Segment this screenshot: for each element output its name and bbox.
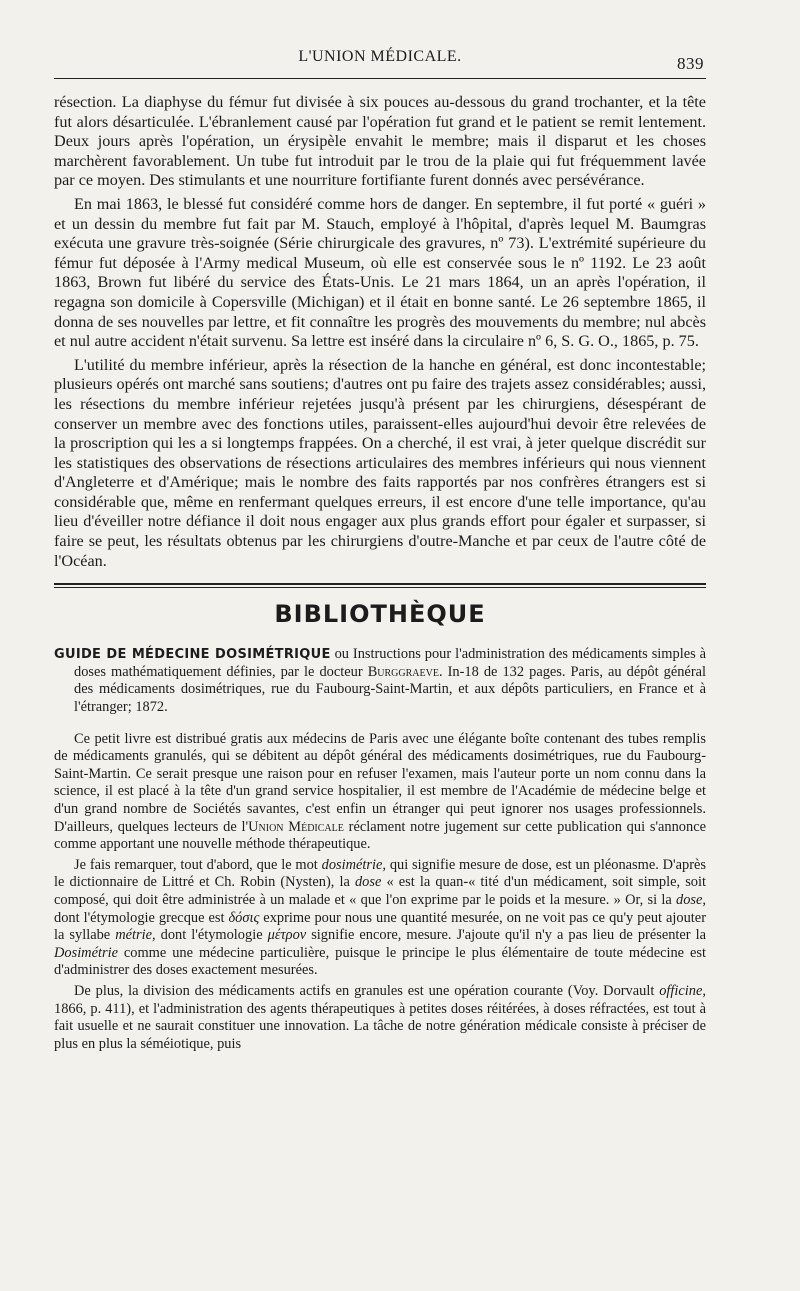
review-paragraph: Ce petit livre est distribué gratis aux médecins de Paris avec une élégante boîte contenant des tubes remplis de médicaments granulés, qui se débitent au dépôt général des médicaments dosimétriques, rue du Faubourg-Saint-Martin. Ce serait presque une raison pour en refuser l'examen, mais l'auteur porte un nom connu dans la science, il est placé à la tête d'un grand service hospitalier, il est membre de l'Académie de médecine belge et d'un grand nombre de Sociétés savantes, c'est enfin un étranger qui peut ignorer nos usages professionnels. D'ailleurs, quelques lecteurs de l'Union Médicale réclament notre jugement sur cette publication qui s'annonce comme apportant une nouvelle méthode thérapeutique. — [54, 730, 706, 853]
header-rule — [54, 78, 706, 79]
book-title: GUIDE DE MÉDECINE DOSIMÉTRIQUE — [54, 647, 331, 663]
running-header — [54, 40, 706, 73]
page-number: 839 — [677, 54, 704, 73]
section-divider — [54, 583, 706, 588]
article-body — [54, 93, 706, 571]
article-paragraph: En mai 1863, le blessé fut considéré comme hors de danger. En septembre, il fut porté « guéri » et un dessin du membre fut fait par M. Stauch, employé à l'hôpital, d'après lequel M. Baumgras exécuta une gravure très-soignée (Série chirurgicale des gravures, nº 73). L'extrémité supérieure du fémur fut déposée à l'Army medical Museum, où elle est conservée sous le nº 1192. Le 23 août 1863, Brown fut libéré du service des États-Unis. Le 21 mars 1864, un an après l'opération, il regagna son domicile à Copersville (Michigan) et il était en bonne santé. Le 26 septembre 1865, il donna de ses nouvelles par lettre, et fit connaître les progrès des mouvements du membre; nul abcès et nul autre accident n'était survenu. Sa lettre est inséré dans la circulaire nº 6, S. G. O., 1865, p. 75. — [54, 194, 706, 351]
review-paragraph: Je fais remarquer, tout d'abord, que le mot dosimétrie, qui signifie mesure de dose, est un pléonasme. D'après le dictionnaire de Littré et Ch. Robin (Nysten), la dose « est la quan-« tité d'un médicament, soit simple, soit composé, qui doit être administrée à un malade et « que l'on exprime par le poids et la mesure. » Or, si la dose, dont l'étymologie grecque est δόσις exprime pour nous une quantité mesurée, on ne voit pas ce qu'y peut ajouter la syllabe métrie, dont l'étymologie μέτρον signifie encore, mesure. J'ajoute qu'il n'y a pas lieu de présenter la Dosimétrie comme une médecine particulière, puisque le principe le plus élémentaire de toute médecine est d'administrer des doses exactement mesurées. — [54, 856, 707, 979]
section-title: BIBLIOTHÈQUE — [274, 600, 486, 629]
document-page — [54, 40, 706, 1053]
review-paragraph: De plus, la division des médicaments actifs en granules est une opération courante (Voy. Dorvault officine, 1866, p. 411), et l'administration des agents thérapeutiques à petites doses réitérées, à doses réfractées, est tout à fait usuelle et ne saurait constituer une innovation. La tâche de notre génération médicale consiste à préciser de plus en plus la séméiotique, puis — [54, 982, 706, 1052]
bibliographic-entry: GUIDE DE MÉDECINE DOSIMÉTRIQUE ou Instructions pour l'administration des médicaments simples à doses mathématiquement définies, par le docteur Burggraeve. In-18 de 132 pages. Paris, au dépôt général des médicaments dosimétriques, rue du Faubourg-Saint-Martin, et aux dépôts particuliers, en France et à l'étranger; 1872. — [54, 646, 706, 716]
book-review — [54, 646, 706, 1053]
article-paragraph: résection. La diaphyse du fémur fut divisée à six pouces au-dessous du grand trochanter, et la tête fut alors désarticulée. L'ébranlement causé par l'opération fut grand et le patient se remit lentement. Deux jours après l'opération, un érysipèle envahit le membre; mais il disparut et les choses marchèrent favorablement. Un tube fut introduit par le trou de la plaie qui fut fréquemment lavée par ce moyen. Des stimulants et une nourriture fortifiante furent donnés avec persévérance. — [54, 93, 706, 190]
journal-name: Union Médicale — [248, 818, 344, 835]
author-name: Burggraeve — [367, 663, 439, 680]
journal-title: L'UNION MÉDICALE. — [298, 48, 462, 65]
article-paragraph: L'utilité du membre inférieur, après la résection de la hanche en général, est donc incontestable; plusieurs opérés ont marché sans soutiens; d'autres ont pu faire des trajets assez considérables; aussi, les résections du membre inférieur rejetées jusqu'à présent par les chirurgiens, désespérant de conserver un membre avec des fonctions utiles, paraissent-elles aujourd'hui devoir être relevées de la proscription qui les a si longtemps frappées. On a cherché, il est vrai, à jeter quelque discrédit sur les statistiques des observations de résections articulaires des membres inférieurs qui nous viennent d'Angleterre et d'Amérique; mais le nombre des faits rapportés par nos confrères étrangers est si considérable que, même en renfermant quelques erreurs, il est encore d'une telle importance, qu'au lieu d'éveiller notre défiance il doit nous engager aux plus grands effort pour égaler et surpasser, si faire se peut, les résultats obtenus par les chirurgiens d'outre-Manche et par ceux de l'autre côté de l'Océan. — [54, 355, 706, 570]
